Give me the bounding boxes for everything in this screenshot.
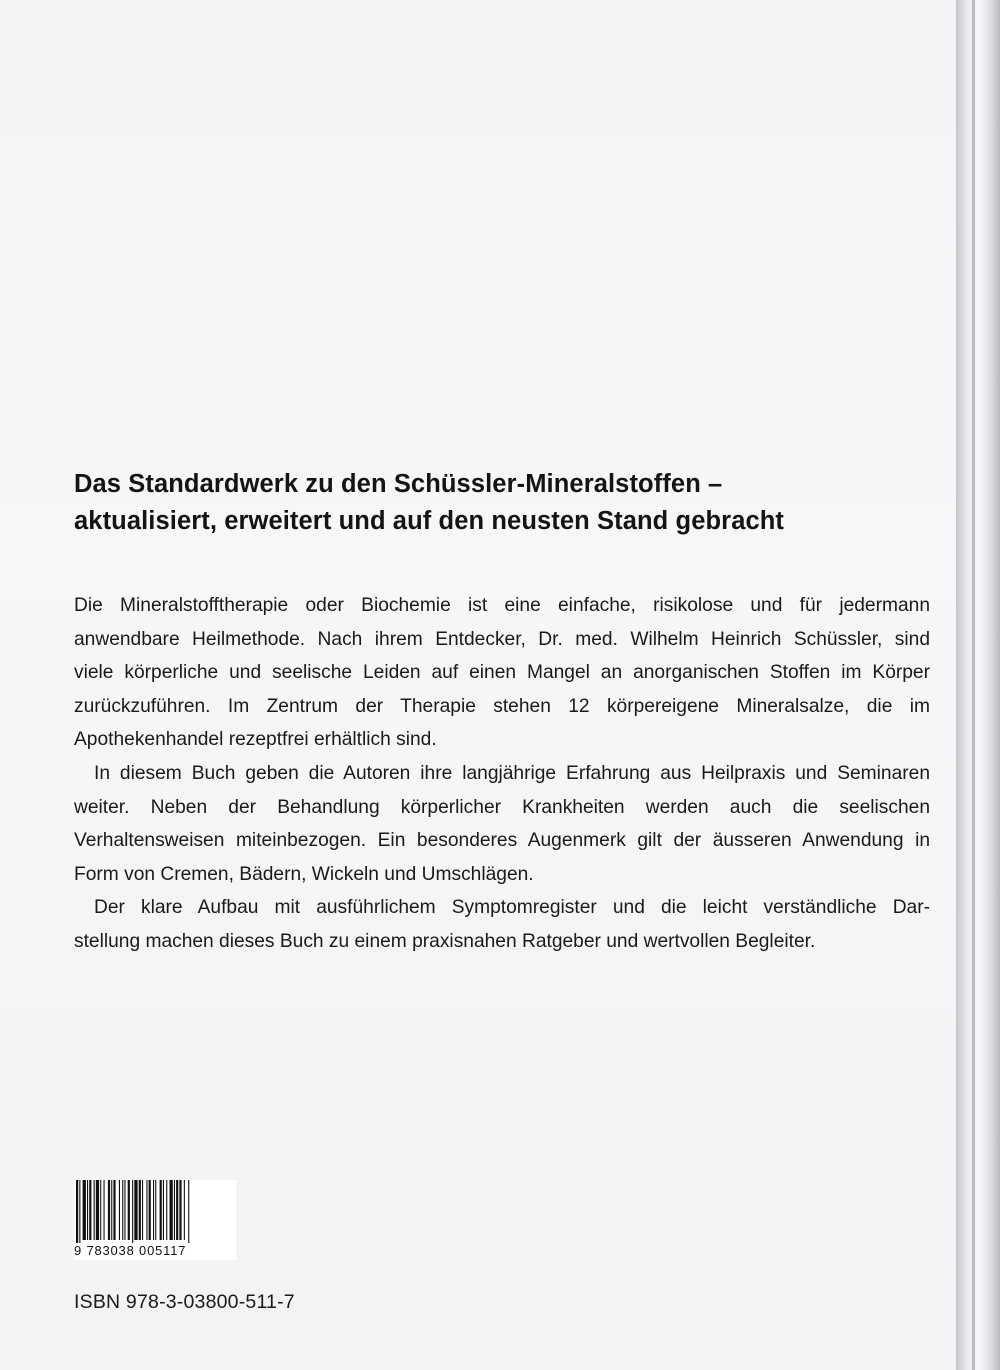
paragraph-line: Apothekenhandel rezeptfrei erhältlich sind.: [74, 729, 437, 751]
barcode-bar: [134, 1180, 137, 1240]
headline-line-2: aktualisiert, erweitert und auf den neusten Stand gebracht: [74, 507, 785, 535]
barcode-bar: [79, 1180, 80, 1246]
barcode-bar: [122, 1180, 123, 1240]
barcode-bar: [83, 1180, 86, 1240]
isbn: ISBN 978-3-03800-511-7: [74, 1291, 295, 1313]
barcode-bar: [111, 1180, 112, 1240]
paragraph-line: Die Mineralstofftherapie oder Biochemie ist eine einfache, risikolose und für jedermann: [74, 595, 930, 616]
paragraph-line: viele körperliche und seelische Leiden auf einen Mangel an anorganischen Stoffen im Körper: [74, 662, 930, 684]
blurb-text: [74, 589, 930, 959]
headline-line-1: Das Standardwerk zu den Schüssler-Mineralstoffen –: [74, 470, 723, 498]
barcode-bar: [184, 1180, 185, 1240]
barcode-bar: [119, 1180, 120, 1240]
barcode-bar: [146, 1180, 147, 1240]
barcode-bar: [104, 1180, 105, 1240]
barcode-bar: [155, 1180, 156, 1240]
barcode-digits: 9 783038 005117: [74, 1243, 236, 1258]
barcode-bar: [87, 1180, 88, 1240]
paragraph-line: Verhaltensweisen miteinbezogen. Ein besonderes Augenmerk gilt der äusseren Anwendung in: [74, 830, 930, 852]
barcode-bar: [128, 1180, 130, 1240]
barcode-bar: [96, 1180, 99, 1240]
barcode-bar: [139, 1180, 141, 1240]
barcode-bar: [142, 1180, 143, 1240]
paragraph-line: anwendbare Heilmethode. Nach ihrem Entdecker, Dr. med. Wilhelm Heinrich Schüssler, sind: [74, 628, 930, 650]
barcode-bar: [170, 1180, 173, 1240]
paragraph-line: In diesem Buch geben die Autoren ihre langjährige Erfahrung aus Heilpraxis und Seminaren: [94, 762, 930, 784]
barcode-bar: [124, 1180, 125, 1240]
paragraph-line: Der klare Aufbau mit ausführlichem Symptomregister und die leicht verständliche Dar-: [94, 897, 930, 919]
barcode-bar: [153, 1180, 154, 1240]
barcode-bar: [163, 1180, 164, 1240]
headline: [74, 466, 894, 540]
paragraph-2: [74, 757, 930, 891]
barcode-bar: [89, 1180, 91, 1240]
barcode-bars: [74, 1180, 236, 1246]
barcode-bar: [179, 1180, 181, 1240]
barcode-bar: [113, 1180, 115, 1240]
paragraph-line: Form von Cremen, Bädern, Wickeln und Umschlägen.: [74, 863, 534, 885]
paragraph-line: stellung machen dieses Buch zu einem praxisnahen Ratgeber und wertvollen Begleiter.: [74, 930, 816, 952]
spine-hinge: [972, 0, 975, 1370]
barcode-bar: [100, 1180, 101, 1240]
paragraph-line: weiter. Neben der Behandlung körperlicher Krankheiten werden auch die seelischen: [74, 796, 930, 818]
paragraph-1: [74, 589, 930, 757]
barcode-bar: [76, 1180, 78, 1246]
barcode-bar: [166, 1180, 167, 1240]
barcode-bar: [108, 1180, 110, 1240]
barcode-bar: [160, 1180, 162, 1240]
barcode-bar: [94, 1180, 95, 1240]
barcode-bar: [132, 1180, 133, 1246]
barcode-bar: [174, 1180, 175, 1240]
paragraph-line: zurückzuführen. Im Zentrum der Therapie stehen 12 körpereigene Mineralsalze, die im: [74, 695, 930, 717]
paragraph-3: [74, 891, 930, 958]
barcode-bar: [188, 1180, 189, 1246]
barcode-bar: [149, 1180, 151, 1240]
book-spine-edge: [958, 0, 1000, 1370]
barcode-bar: [176, 1180, 178, 1240]
